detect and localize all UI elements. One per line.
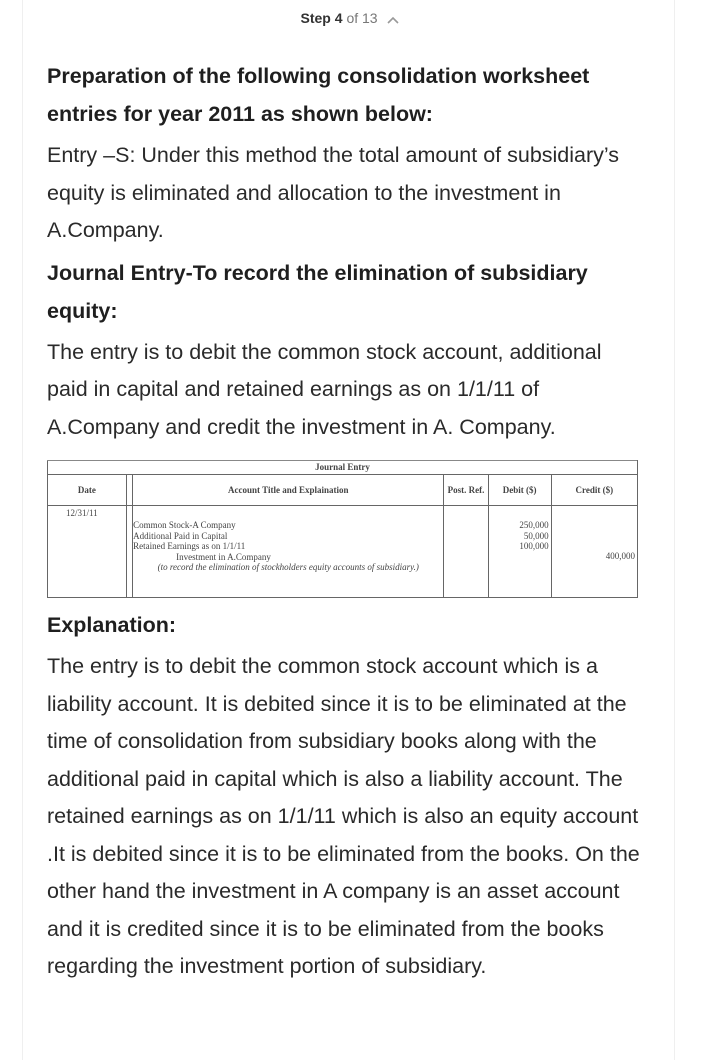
debit-value: 50,000 <box>523 530 549 541</box>
journal-entry-table-image <box>47 460 638 598</box>
col-header-post-ref: Post. Ref. <box>444 475 488 506</box>
debit-value: 250,000 <box>519 520 549 530</box>
col-header-account: Account Title and Explaination <box>133 475 444 506</box>
chevron-up-icon[interactable] <box>387 11 399 27</box>
credit-value: 400,000 <box>605 551 635 561</box>
step-label: Step <box>300 10 331 26</box>
account-line: Common Stock-A Company <box>133 520 236 530</box>
col-header-debit: Debit ($) <box>488 475 551 506</box>
debit-value: 100,000 <box>519 541 549 551</box>
card-right-border <box>674 0 675 1060</box>
paragraph-entry-s: Entry –S: Under this method the total amount of subsidiary’s equity is eliminated and allocation to the investment in A.Company. <box>47 143 620 242</box>
paragraph-entry-description: The entry is to debit the common stock account, additional paid in capital and retained earnings as on 1/1/11 of A.Company and credit the investment in A. Company. <box>47 339 602 439</box>
account-line-credit: Investment in A.Company <box>176 551 271 562</box>
card-left-border <box>22 0 23 1060</box>
step-total: of 13 <box>346 10 378 26</box>
section-heading-preparation: Preparation of the following consolidation worksheet entries for year 2011 as shown below: <box>47 64 590 126</box>
step-current: 4 <box>334 10 343 26</box>
account-line: Retained Earnings as on 1/1/11 <box>133 541 246 551</box>
step-content <box>47 57 647 986</box>
journal-caption: Journal Entry <box>48 461 638 475</box>
section-heading-explanation: Explanation: <box>47 613 177 637</box>
step-toggle[interactable] <box>0 10 700 27</box>
entry-note: (to record the elimination of stockholders equity accounts of subsidiary.) <box>157 562 419 572</box>
col-header-date: Date <box>48 475 127 506</box>
section-heading-journal-entry: Journal Entry-To record the elimination of subsidiary equity: <box>47 260 588 323</box>
paragraph-explanation: The entry is to debit the common stock account which is a liability account. It is debited since it is to be eliminated at the time of consolidation from subsidiary books along with the additional paid in capital which is also a liability account. The retained earnings as on 1/1/11 which is also an equity account .It is debited since it is to be eliminated from the books. On the other hand the investment in A company is an asset account and it is credited since it is to be eliminated from the books regarding the investment portion of subsidiary. <box>47 654 640 978</box>
entry-date: 12/31/11 <box>48 506 127 598</box>
col-header-credit: Credit ($) <box>551 475 637 506</box>
account-line: Additional Paid in Capital <box>133 530 228 541</box>
